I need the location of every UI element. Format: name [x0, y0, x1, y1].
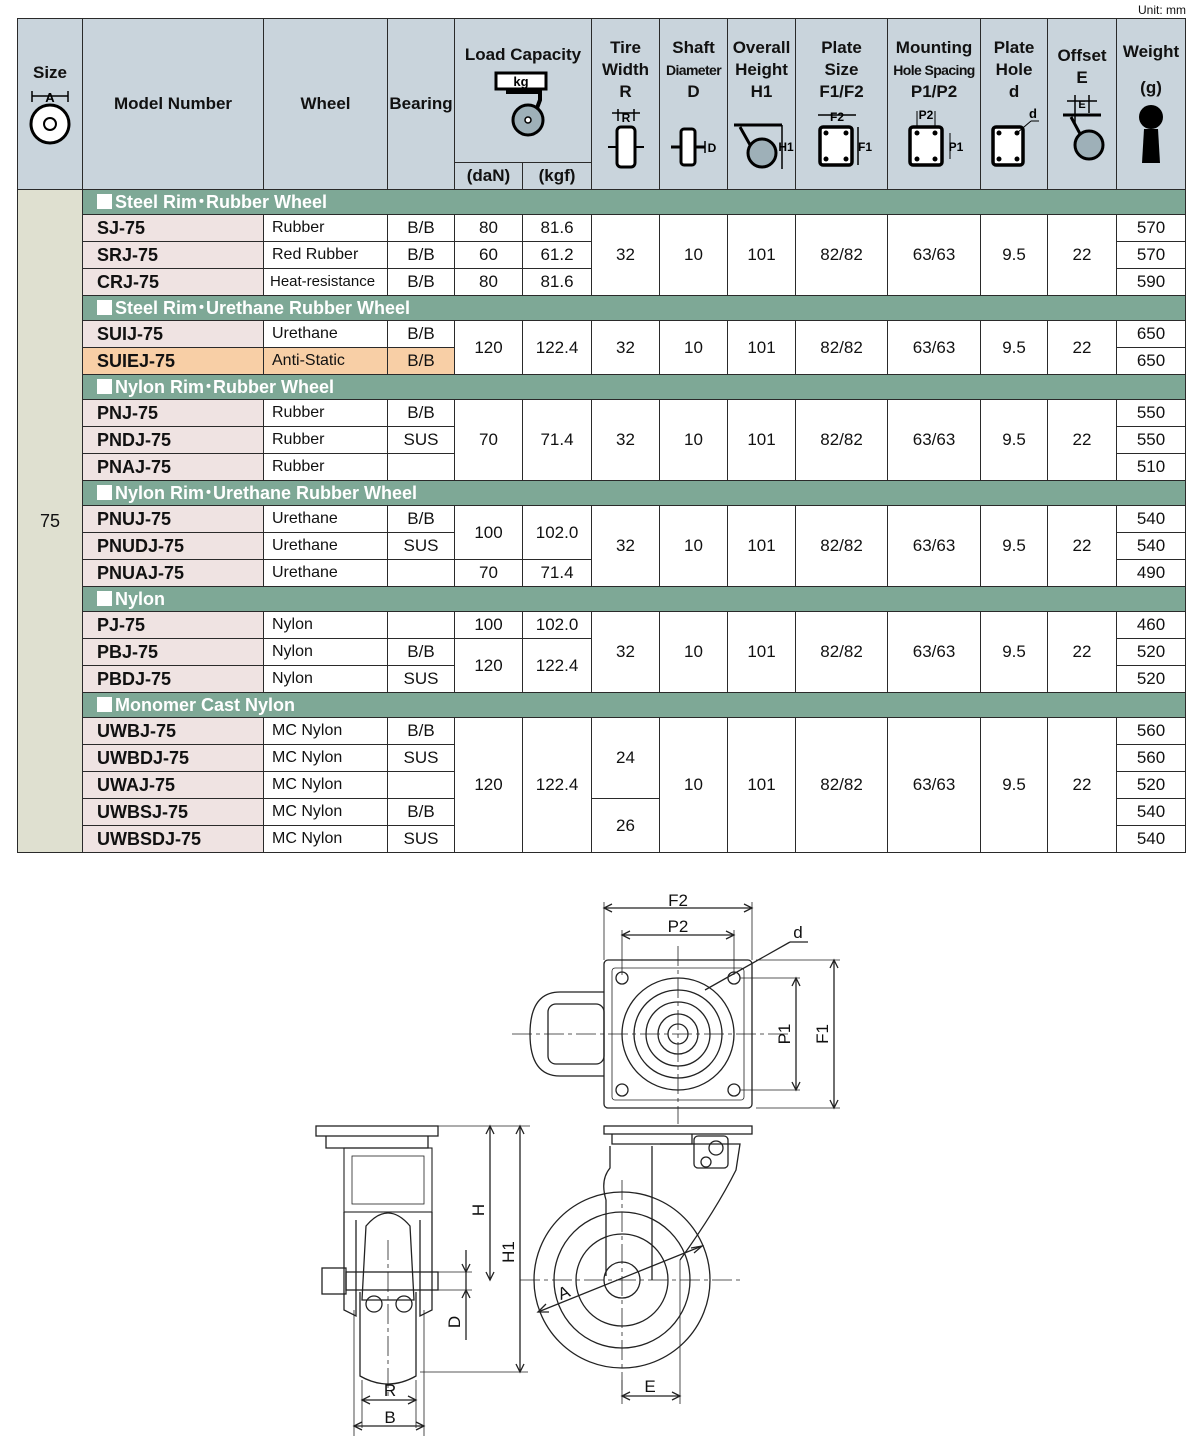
overall-height: 101 [728, 321, 796, 375]
wheel-size-icon [27, 88, 73, 146]
plate-size: 82/82 [796, 718, 888, 853]
top-view [512, 891, 840, 1124]
shaft-diameter: 10 [660, 506, 728, 587]
svg-text:D: D [445, 1315, 464, 1329]
mounting-spacing: 63/63 [888, 215, 981, 296]
header-model: Model Number [83, 19, 264, 190]
wheel-type: Nylon [264, 639, 388, 666]
load-kgf: 122.4 [523, 639, 592, 693]
offset: 22 [1048, 215, 1117, 296]
weight: 520 [1117, 772, 1186, 799]
weight: 540 [1117, 826, 1186, 853]
tire-width: 24 [592, 718, 660, 799]
plate-hole: 9.5 [981, 400, 1048, 481]
header-weight: Weight (g) [1117, 19, 1186, 190]
section-marker-icon [97, 300, 112, 315]
weight: 560 [1117, 745, 1186, 772]
load-dan: 120 [455, 718, 523, 853]
plate-hole: 9.5 [981, 506, 1048, 587]
weight: 590 [1117, 269, 1186, 296]
table-row [18, 215, 1186, 242]
bearing: B/B [388, 242, 455, 269]
wheel-type: MC Nylon [264, 826, 388, 853]
mounting-spacing: 63/63 [888, 400, 981, 481]
bearing: SUS [388, 533, 455, 560]
shaft-diameter: 10 [660, 321, 728, 375]
section-header: Steel Rim･Urethane Rubber Wheel [83, 296, 1186, 321]
overall-height: 101 [728, 612, 796, 693]
bearing: B/B [388, 321, 455, 348]
offset: 22 [1048, 612, 1117, 693]
shaft-diameter: 10 [660, 215, 728, 296]
table-row [18, 718, 1186, 745]
section-marker-icon [97, 485, 112, 500]
model-number: UWBSJ-75 [83, 799, 264, 826]
table-row [18, 612, 1186, 639]
svg-text:B: B [384, 1408, 396, 1427]
model-number: CRJ-75 [83, 269, 264, 296]
svg-text:H1: H1 [499, 1241, 518, 1263]
model-number: PBJ-75 [83, 639, 264, 666]
weight: 550 [1117, 400, 1186, 427]
offset-icon [1057, 93, 1107, 163]
header-wheel: Wheel [264, 19, 388, 190]
model-number: PNUDJ-75 [83, 533, 264, 560]
weight: 540 [1117, 799, 1186, 826]
bearing: B/B [388, 718, 455, 745]
bearing: B/B [388, 215, 455, 242]
plate-size: 82/82 [796, 612, 888, 693]
section-marker-icon [97, 697, 112, 712]
weight-icon [1134, 103, 1168, 167]
load-kgf: 61.2 [523, 242, 592, 269]
bearing: B/B [388, 400, 455, 427]
plate-size: 82/82 [796, 400, 888, 481]
plate-hole: 9.5 [981, 718, 1048, 853]
weight: 510 [1117, 454, 1186, 481]
bearing: SUS [388, 745, 455, 772]
side-view [520, 1126, 752, 1404]
header-plate-size: Plate Size F1/F2 F2 F1 [796, 19, 888, 190]
bearing: B/B [388, 506, 455, 533]
bearing [388, 772, 455, 799]
header-mounting-hole-spacing: Mounting Hole Spacing P1/P2 P2 P1 [888, 19, 981, 190]
wheel-type: Rubber [264, 427, 388, 454]
svg-text:kg: kg [513, 73, 529, 89]
tire-width: 32 [592, 612, 660, 693]
wheel-type: Rubber [264, 400, 388, 427]
mounting-spacing: 63/63 [888, 718, 981, 853]
shaft-diameter: 10 [660, 612, 728, 693]
load-kgf: 81.6 [523, 215, 592, 242]
header-plate-hole: Plate Hole d d [981, 19, 1048, 190]
svg-text:P2: P2 [918, 108, 934, 122]
bearing: B/B [388, 348, 455, 375]
section-header: Nylon Rim･Rubber Wheel [83, 375, 1186, 400]
header-offset: Offset E E [1048, 19, 1117, 190]
svg-text:A: A [45, 90, 55, 105]
section-header: Nylon Rim･Urethane Rubber Wheel [83, 481, 1186, 506]
header-load-capacity: Load Capacity kg [455, 19, 592, 163]
svg-text:E: E [1078, 99, 1086, 111]
svg-text:H: H [469, 1203, 488, 1217]
wheel-type: Urethane [264, 533, 388, 560]
model-number: PNDJ-75 [83, 427, 264, 454]
weight: 550 [1117, 427, 1186, 454]
tire-width: 32 [592, 321, 660, 375]
weight: 570 [1117, 215, 1186, 242]
table-row [18, 506, 1186, 533]
weight: 540 [1117, 506, 1186, 533]
offset: 22 [1048, 321, 1117, 375]
plate-hole: 9.5 [981, 321, 1048, 375]
wheel-type: Nylon [264, 666, 388, 693]
load-capacity-icon [488, 70, 558, 138]
svg-text:d: d [793, 923, 803, 942]
load-kgf: 71.4 [523, 400, 592, 481]
header-kgf: (kgf) [523, 163, 592, 190]
svg-text:d: d [1029, 107, 1037, 121]
model-number: UWBSDJ-75 [83, 826, 264, 853]
model-number: PNJ-75 [83, 400, 264, 427]
svg-text:F1: F1 [813, 1024, 832, 1044]
tire-width: 32 [592, 506, 660, 587]
load-kgf: 102.0 [523, 506, 592, 560]
header-size: Size A [18, 19, 83, 190]
table-row [18, 400, 1186, 427]
plate-size-icon [812, 107, 872, 171]
svg-text:P1: P1 [948, 140, 964, 154]
model-number: SUIEJ-75 [83, 348, 264, 375]
plate-size: 82/82 [796, 215, 888, 296]
model-number: SUIJ-75 [83, 321, 264, 348]
model-number: UWBDJ-75 [83, 745, 264, 772]
svg-text:R: R [383, 1381, 397, 1400]
model-number: PNUJ-75 [83, 506, 264, 533]
load-dan: 80 [455, 215, 523, 242]
load-dan: 70 [455, 400, 523, 481]
model-number: SJ-75 [83, 215, 264, 242]
svg-text:A: A [555, 1281, 573, 1304]
wheel-type: Red Rubber [264, 242, 388, 269]
wheel-type: MC Nylon [264, 772, 388, 799]
model-number: PNAJ-75 [83, 454, 264, 481]
model-number: UWAJ-75 [83, 772, 264, 799]
weight: 570 [1117, 242, 1186, 269]
plate-hole-icon [987, 107, 1041, 171]
mounting-hole-icon [904, 107, 964, 171]
header-tire-width: Tire Width R R [592, 19, 660, 190]
shaft-diameter: 10 [660, 400, 728, 481]
offset: 22 [1048, 718, 1117, 853]
caster-technical-drawing [0, 880, 1200, 1440]
wheel-type: Rubber [264, 215, 388, 242]
header-overall-height: Overall Height H1 H1 [728, 19, 796, 190]
header-dan: (daN) [455, 163, 523, 190]
svg-text:R: R [621, 111, 630, 125]
wheel-type: Heat-resistance [264, 269, 388, 296]
bearing: B/B [388, 639, 455, 666]
load-kgf: 102.0 [523, 612, 592, 639]
bearing [388, 560, 455, 587]
tire-width-icon [606, 107, 646, 171]
section-header: Nylon [83, 587, 1186, 612]
overall-height-icon [730, 107, 794, 171]
weight: 650 [1117, 348, 1186, 375]
model-number: PJ-75 [83, 612, 264, 639]
header-shaft-diameter: Shaft Diameter D D [660, 19, 728, 190]
load-kgf: 71.4 [523, 560, 592, 587]
plate-size: 82/82 [796, 506, 888, 587]
wheel-type: MC Nylon [264, 745, 388, 772]
section-header: Steel Rim･Rubber Wheel [83, 190, 1186, 215]
overall-height: 101 [728, 718, 796, 853]
plate-hole: 9.5 [981, 612, 1048, 693]
section-header: Monomer Cast Nylon [83, 693, 1186, 718]
svg-text:P1: P1 [775, 1023, 794, 1045]
tire-width: 26 [592, 799, 660, 853]
bearing: SUS [388, 666, 455, 693]
overall-height: 101 [728, 400, 796, 481]
section-marker-icon [97, 379, 112, 394]
weight: 460 [1117, 612, 1186, 639]
wheel-type: Urethane [264, 506, 388, 533]
load-dan: 60 [455, 242, 523, 269]
svg-text:E: E [644, 1377, 656, 1396]
svg-text:D: D [707, 141, 716, 155]
weight: 650 [1117, 321, 1186, 348]
shaft-diameter: 10 [660, 718, 728, 853]
size-value: 75 [18, 190, 83, 853]
plate-size: 82/82 [796, 321, 888, 375]
load-kgf: 122.4 [523, 321, 592, 375]
load-dan: 100 [455, 506, 523, 560]
svg-text:F2: F2 [668, 891, 688, 910]
weight: 520 [1117, 639, 1186, 666]
wheel-type: Nylon [264, 612, 388, 639]
bearing: SUS [388, 826, 455, 853]
spec-table [17, 18, 1186, 853]
weight: 490 [1117, 560, 1186, 587]
offset: 22 [1048, 506, 1117, 587]
wheel-type: MC Nylon [264, 718, 388, 745]
mounting-spacing: 63/63 [888, 612, 981, 693]
section-marker-icon [97, 194, 112, 209]
mounting-spacing: 63/63 [888, 506, 981, 587]
bearing: B/B [388, 269, 455, 296]
bearing: B/B [388, 799, 455, 826]
bearing: SUS [388, 427, 455, 454]
weight: 520 [1117, 666, 1186, 693]
load-dan: 120 [455, 321, 523, 375]
load-dan: 80 [455, 269, 523, 296]
overall-height: 101 [728, 506, 796, 587]
model-number: PBDJ-75 [83, 666, 264, 693]
front-view [316, 1126, 530, 1436]
overall-height: 101 [728, 215, 796, 296]
wheel-type: Rubber [264, 454, 388, 481]
wheel-type: Urethane [264, 560, 388, 587]
unit-label: Unit: mm [1138, 3, 1186, 17]
tire-width: 32 [592, 215, 660, 296]
plate-hole: 9.5 [981, 215, 1048, 296]
svg-text:P2: P2 [667, 917, 689, 936]
table-row [18, 321, 1186, 348]
wheel-type: Anti-Static [264, 348, 388, 375]
bearing [388, 612, 455, 639]
svg-text:H1: H1 [777, 140, 794, 154]
svg-text:F1: F1 [857, 140, 872, 154]
load-dan: 100 [455, 612, 523, 639]
bearing [388, 454, 455, 481]
wheel-type: MC Nylon [264, 799, 388, 826]
model-number: SRJ-75 [83, 242, 264, 269]
weight: 560 [1117, 718, 1186, 745]
offset: 22 [1048, 400, 1117, 481]
weight: 540 [1117, 533, 1186, 560]
header-bearing: Bearing [388, 19, 455, 190]
model-number: PNUAJ-75 [83, 560, 264, 587]
tire-width: 32 [592, 400, 660, 481]
model-number: UWBJ-75 [83, 718, 264, 745]
wheel-type: Urethane [264, 321, 388, 348]
shaft-diameter-icon [669, 107, 719, 171]
load-kgf: 122.4 [523, 718, 592, 853]
load-dan: 70 [455, 560, 523, 587]
svg-text:F2: F2 [829, 110, 844, 124]
section-marker-icon [97, 591, 112, 606]
mounting-spacing: 63/63 [888, 321, 981, 375]
load-kgf: 81.6 [523, 269, 592, 296]
load-dan: 120 [455, 639, 523, 693]
